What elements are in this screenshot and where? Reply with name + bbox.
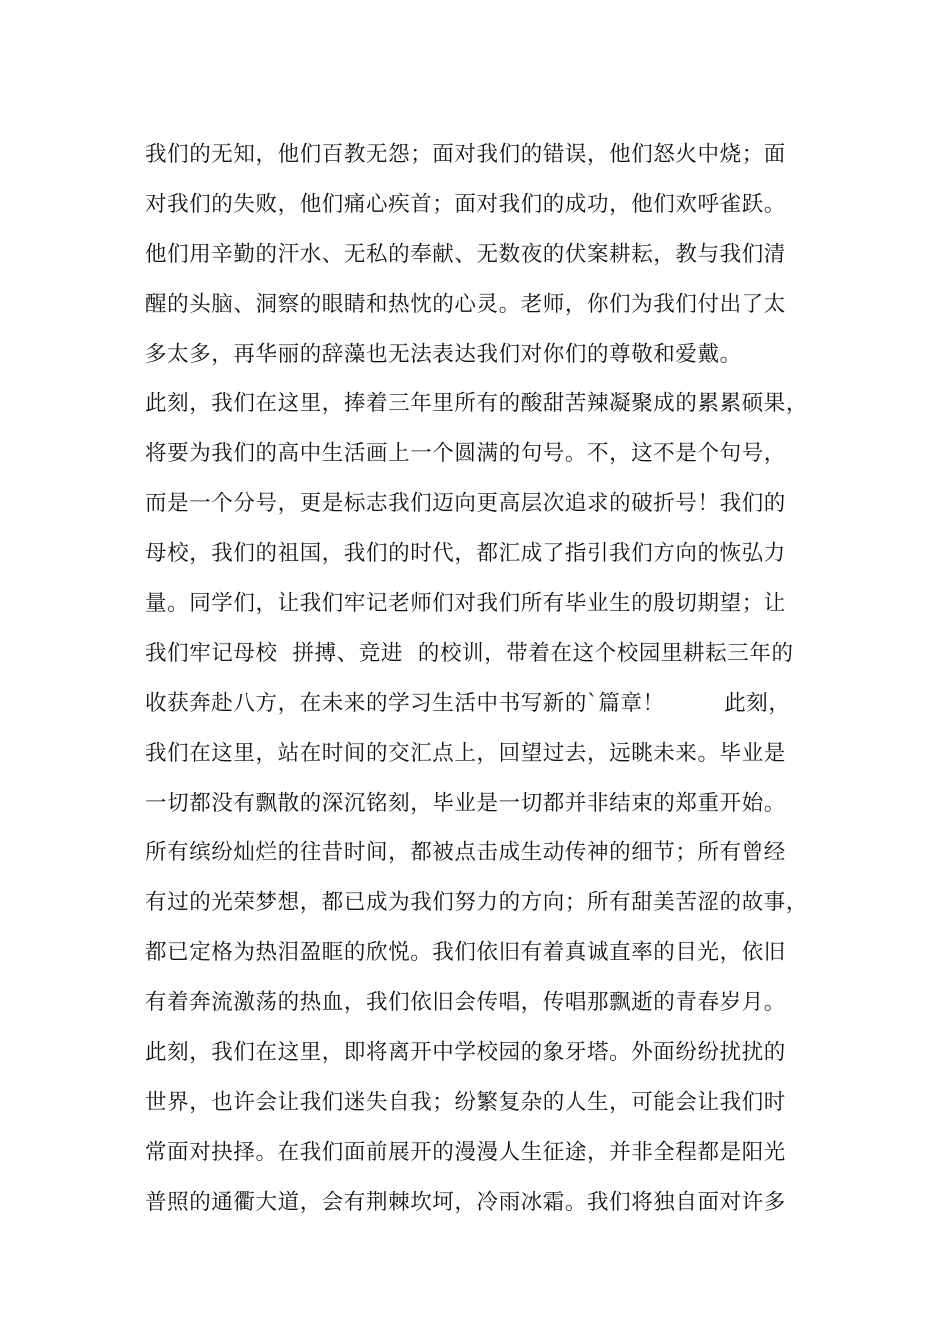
text-line: 将要为我们的高中生活画上一个圆满的句号。不，这不是个句号，	[145, 441, 786, 467]
text-line: 母校，我们的祖国，我们的时代，都汇成了指引我们方向的恢弘力	[145, 541, 786, 567]
text-line: 他们用辛勤的汗水、无私的奉献、无数夜的伏案耕耘，教与我们清	[145, 241, 786, 267]
text-line: 量。同学们，让我们牢记老师们对我们所有毕业生的殷切期望；让	[145, 591, 786, 617]
text-line: 此刻，我们在这里，捧着三年里所有的酸甜苦辣凝聚成的累累硕果，	[145, 391, 809, 417]
text-line: 我们在这里，站在时间的交汇点上，回望过去，远眺未来。毕业是	[145, 740, 786, 766]
text-line: 此刻，我们在这里，即将离开中学校园的象牙塔。外面纷纷扰扰的	[145, 1040, 786, 1066]
text-line: 所有缤纷灿烂的往昔时间，都被点击成生动传神的细节；所有曾经	[145, 840, 786, 866]
text-line: 对我们的失败，他们痛心疾首；面对我们的成功，他们欢呼雀跃。	[145, 191, 786, 217]
text-line: 醒的头脑、洞察的眼睛和热忱的心灵。老师，你们为我们付出了太	[145, 291, 786, 317]
text-line: 收获奔赴八方，在未来的学习生活中书写新的`篇章！ 此刻，	[145, 690, 791, 716]
text-line: 世界，也许会让我们迷失自我；纷繁复杂的人生，可能会让我们时	[145, 1089, 786, 1115]
text-line: 有过的光荣梦想，都已成为我们努力的方向；所有甜美苦涩的故事，	[145, 890, 809, 916]
text-line: 普照的通衢大道，会有荆棘坎坷，冷雨冰霜。我们将独自面对许多	[145, 1189, 786, 1215]
text-line: 而是一个分号，更是标志我们迈向更高层次追求的破折号！我们的	[145, 491, 786, 517]
body-text	[145, 130, 835, 1228]
text-line: 都已定格为热泪盈眶的欣悦。我们依旧有着真诚直率的目光，依旧	[145, 940, 786, 966]
text-line: 一切都没有飘散的深沉铭刻，毕业是一切都并非结束的郑重开始。	[145, 790, 786, 816]
text-line: 多太多，再华丽的辞藻也无法表达我们对你们的尊敬和爱戴。	[145, 341, 742, 367]
text-line: 我们的无知，他们百教无怨；面对我们的错误，他们怒火中烧；面	[145, 142, 786, 167]
text-line: 常面对抉择。在我们面前展开的漫漫人生征途，并非全程都是阳光	[145, 1139, 786, 1165]
text-line: 有着奔流激荡的热血，我们依旧会传唱，传唱那飘逝的青春岁月。	[145, 990, 786, 1016]
text-line: 我们牢记母校 拼搏、竞进 的校训，带着在这个校园里耕耘三年的	[145, 640, 794, 666]
